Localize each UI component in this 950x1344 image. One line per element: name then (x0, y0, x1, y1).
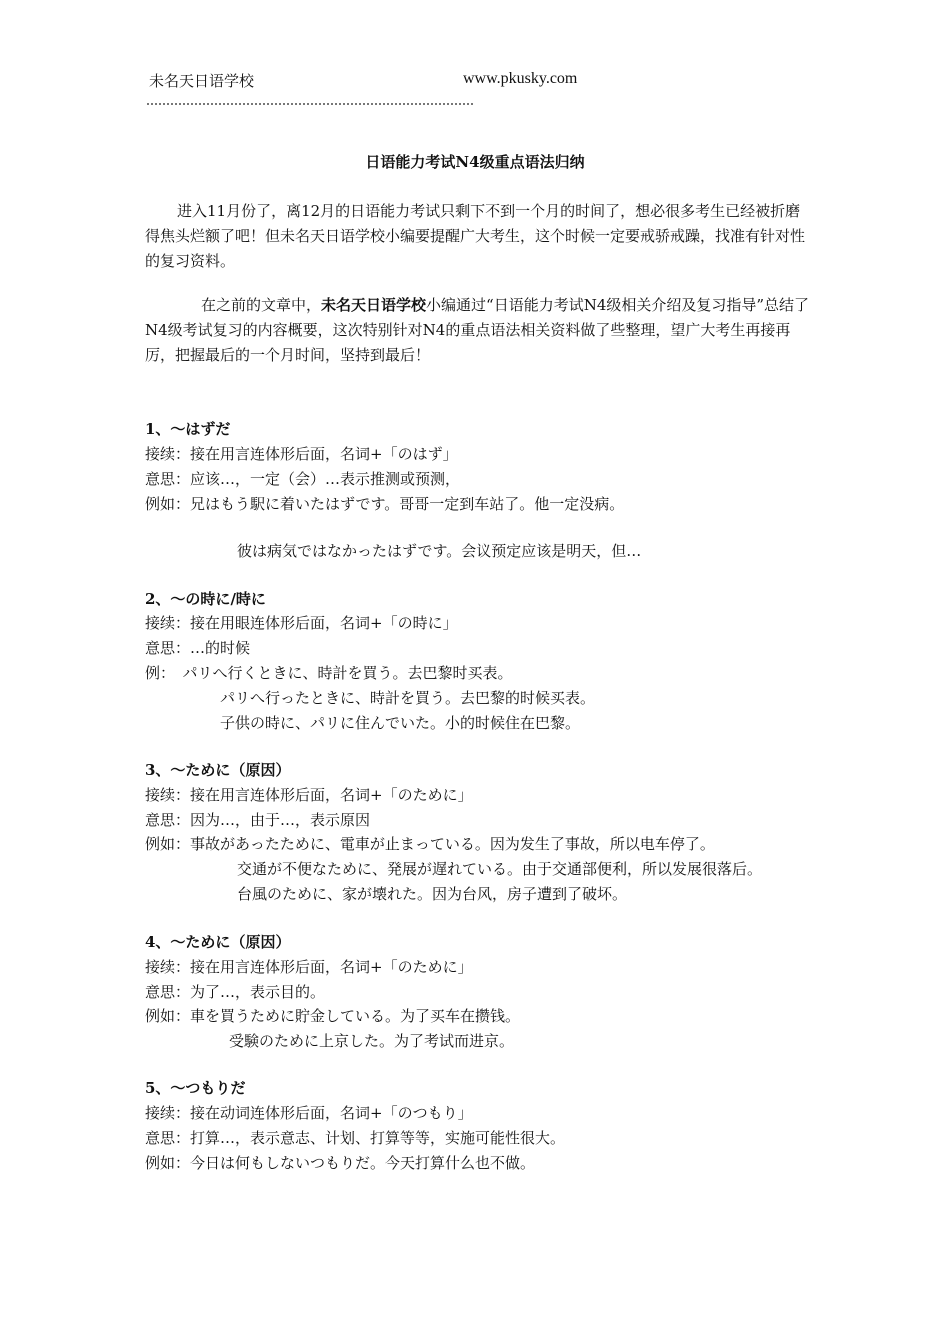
section-5-title: 5、～つもりだ (145, 1079, 246, 1097)
section-1-example-2: 彼は病気ではなかったはずです。会议预定应该是明天，但… (237, 542, 642, 560)
section-2-example-3: 子供の時に、パリに住んでいた。小的时候住在巴黎。 (220, 714, 581, 732)
header-divider (147, 103, 473, 105)
document-title: 日语能力考试N4级重点语法归纳 (365, 153, 585, 171)
section-5-connect: 接续：接在动词连体形后面，名词+「のつもり」 (145, 1104, 473, 1122)
section-1-connect: 接续：接在用言连体形后面，名词+「のはず」 (145, 445, 458, 463)
intro-paragraph-1: 进入11月份了，离12月的日语能力考试只剩下不到一个月的时间了，想必很多考生已经被折磨得焦头烂额了吧！但未名天日语学校小编要提醒广大考生，这个时候一定要戒骄戒躁，找准有针对性的复习资料。 (145, 202, 806, 270)
section-5-meaning: 意思：打算…，表示意志、计划、打算等等，实施可能性很大。 (145, 1129, 566, 1147)
section-1-title: 1、～はずだ (145, 420, 231, 438)
section-3-connect: 接续：接在用言连体形后面，名词+「のために」 (145, 786, 473, 804)
section-4-connect: 接续：接在用言连体形后面，名词+「のために」 (145, 958, 473, 976)
section-1-meaning: 意思：应该…，一定（会）…表示推测或预测， (145, 470, 461, 488)
page-header (147, 70, 578, 110)
section-3-title: 3、～ために（原因） (145, 761, 291, 779)
section-3-example-2: 交通が不便なために、発展が遅れている。由于交通部便利，所以发展很落后。 (237, 860, 763, 878)
header-school-name: 未名天日语学校 (149, 72, 255, 90)
section-4-title: 4、～ために（原因） (145, 933, 291, 951)
intro-p2-after: 小编通过“日语能力考试N4级相关介绍及复习指导”总结了N4级考试复习的内容概要，这次特别针对N4的重点语法相关资料做了些整理，望广大考生再接再厉，把握最后的一个月时间，坚持到最后！ (145, 296, 810, 364)
section-4-meaning: 意思：为了…，表示目的。 (145, 983, 326, 1001)
section-3-meaning: 意思：因为…，由于…，表示原因 (145, 811, 371, 829)
section-2-connect: 接续：接在用眼连体形后面，名词+「の時に」 (145, 614, 458, 632)
intro-paragraph-2 (145, 293, 810, 368)
section-2-example-2: パリへ行ったときに、時計を買う。去巴黎的时候买表。 (220, 689, 596, 707)
section-3-example-3: 台風のために、家が壊れた。因为台风，房子遭到了破坏。 (237, 885, 628, 903)
section-4-example-1: 例如：車を買うために貯金している。为了买车在攒钱。 (145, 1007, 521, 1025)
intro-p2-before: 在之前的文章中， (201, 296, 322, 314)
section-4-example-2: 受験のために上京した。为了考试而进京。 (229, 1032, 515, 1050)
intro-p2-school-name: 未名天日语学校 (321, 296, 427, 314)
section-5-example-1: 例如：今日は何もしないつもりだ。今天打算什么也不做。 (145, 1154, 536, 1172)
header-url: www.pkusky.com (463, 70, 578, 87)
section-2-title: 2、～の時に/時に (145, 590, 266, 608)
section-1-example-1: 例如：兄はもう駅に着いたはずです。哥哥一定到车站了。他一定没病。 (145, 495, 625, 513)
section-3-example-1: 例如：事故があったために、電車が止まっている。因为发生了事故，所以电车停了。 (145, 835, 715, 853)
section-2-example-1: 例： パリへ行くときに、時計を買う。去巴黎时买表。 (145, 664, 513, 682)
section-2-meaning: 意思：…的时候 (145, 639, 251, 657)
